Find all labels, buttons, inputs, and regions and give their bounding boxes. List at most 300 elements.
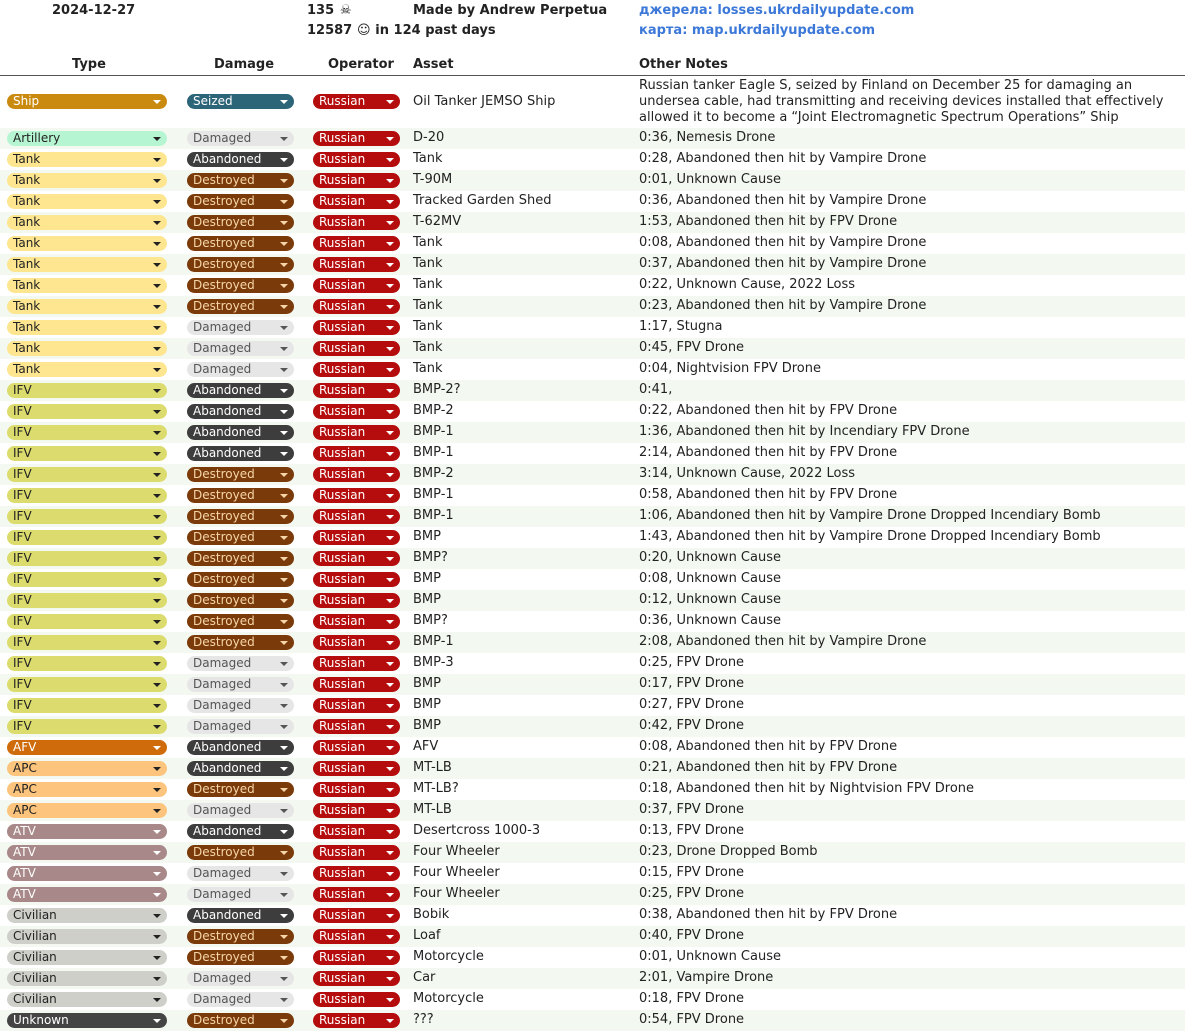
operator-select[interactable] — [313, 866, 400, 881]
type-select[interactable] — [7, 908, 167, 923]
type-select[interactable] — [7, 971, 167, 986]
operator-select[interactable] — [313, 383, 400, 398]
operator-select[interactable] — [313, 236, 400, 251]
chevron-down-icon[interactable] — [386, 137, 394, 141]
operator-select-label: Russian — [319, 446, 366, 460]
chevron-down-icon[interactable] — [280, 431, 288, 435]
skull-icon: ☠ — [339, 3, 352, 18]
chevron-down-icon[interactable] — [386, 347, 394, 351]
operator-select[interactable] — [313, 94, 400, 109]
operator-select-label: Russian — [319, 698, 366, 712]
damage-select-label: Destroyed — [193, 635, 255, 649]
damage-select[interactable] — [187, 782, 294, 797]
table-row — [0, 590, 1185, 611]
chevron-down-icon[interactable] — [280, 242, 288, 246]
operator-select[interactable] — [313, 299, 400, 314]
chevron-down-icon[interactable] — [280, 704, 288, 708]
chevron-down-icon[interactable] — [280, 746, 288, 750]
type-select[interactable] — [7, 257, 167, 272]
type-select[interactable] — [7, 131, 167, 146]
operator-select[interactable] — [313, 215, 400, 230]
chevron-down-icon[interactable] — [153, 326, 161, 330]
chevron-down-icon[interactable] — [153, 515, 161, 519]
operator-select[interactable] — [313, 719, 400, 734]
type-select[interactable] — [7, 509, 167, 524]
chevron-down-icon[interactable] — [153, 788, 161, 792]
chevron-down-icon[interactable] — [386, 200, 394, 204]
chevron-down-icon[interactable] — [386, 494, 394, 498]
notes-cell: 0:45, FPV Drone — [639, 340, 745, 355]
chevron-down-icon[interactable] — [386, 893, 394, 897]
chevron-down-icon[interactable] — [280, 263, 288, 267]
chevron-down-icon[interactable] — [386, 851, 394, 855]
chevron-down-icon[interactable] — [280, 100, 288, 104]
chevron-down-icon[interactable] — [386, 473, 394, 477]
type-select-label: APC — [13, 803, 37, 817]
damage-select-label: Abandoned — [193, 446, 262, 460]
damage-select[interactable] — [187, 908, 294, 923]
chevron-down-icon[interactable] — [280, 935, 288, 939]
chevron-down-icon[interactable] — [280, 788, 288, 792]
chevron-down-icon[interactable] — [386, 977, 394, 981]
damage-select[interactable] — [187, 404, 294, 419]
column-header-operator[interactable]: Operator — [328, 57, 394, 72]
damage-select[interactable] — [187, 950, 294, 965]
notes-cell: 0:15, FPV Drone — [639, 865, 745, 880]
damage-select[interactable] — [187, 257, 294, 272]
chevron-down-icon[interactable] — [280, 536, 288, 540]
operator-select[interactable] — [313, 677, 400, 692]
type-select[interactable] — [7, 635, 167, 650]
operator-select[interactable] — [313, 992, 400, 1007]
operator-select-label: Russian — [319, 824, 366, 838]
chevron-down-icon[interactable] — [386, 998, 394, 1002]
damage-select[interactable] — [187, 677, 294, 692]
chevron-down-icon[interactable] — [280, 620, 288, 624]
chevron-down-icon[interactable] — [153, 557, 161, 561]
operator-select[interactable] — [313, 782, 400, 797]
chevron-down-icon[interactable] — [153, 347, 161, 351]
chevron-down-icon[interactable] — [153, 851, 161, 855]
operator-select[interactable] — [313, 278, 400, 293]
damage-select[interactable] — [187, 656, 294, 671]
operator-select[interactable] — [313, 803, 400, 818]
chevron-down-icon[interactable] — [386, 641, 394, 645]
chevron-down-icon[interactable] — [386, 830, 394, 834]
type-select-label: AFV — [13, 740, 37, 754]
chevron-down-icon[interactable] — [153, 746, 161, 750]
chevron-down-icon[interactable] — [280, 200, 288, 204]
operator-select[interactable] — [313, 404, 400, 419]
operator-select[interactable] — [313, 950, 400, 965]
damage-select[interactable] — [187, 278, 294, 293]
type-select[interactable] — [7, 173, 167, 188]
operator-select[interactable] — [313, 488, 400, 503]
chevron-down-icon[interactable] — [280, 977, 288, 981]
chevron-down-icon[interactable] — [153, 683, 161, 687]
damage-select[interactable] — [187, 509, 294, 524]
damage-select[interactable] — [187, 446, 294, 461]
damage-select[interactable] — [187, 719, 294, 734]
type-select[interactable] — [7, 152, 167, 167]
chevron-down-icon[interactable] — [280, 515, 288, 519]
chevron-down-icon[interactable] — [386, 284, 394, 288]
chevron-down-icon[interactable] — [386, 536, 394, 540]
operator-select[interactable] — [313, 362, 400, 377]
type-select[interactable] — [7, 215, 167, 230]
chevron-down-icon[interactable] — [386, 662, 394, 666]
sources-link[interactable]: джерела: losses.ukrdailyupdate.com — [639, 3, 915, 18]
chevron-down-icon[interactable] — [280, 410, 288, 414]
chevron-down-icon[interactable] — [153, 200, 161, 204]
chevron-down-icon[interactable] — [280, 179, 288, 183]
chevron-down-icon[interactable] — [280, 893, 288, 897]
damage-select[interactable] — [187, 425, 294, 440]
chevron-down-icon[interactable] — [153, 830, 161, 834]
damage-select[interactable] — [187, 194, 294, 209]
type-select[interactable] — [7, 425, 167, 440]
chevron-down-icon[interactable] — [280, 914, 288, 918]
type-select[interactable] — [7, 950, 167, 965]
type-select[interactable] — [7, 845, 167, 860]
chevron-down-icon[interactable] — [280, 641, 288, 645]
type-select[interactable] — [7, 236, 167, 251]
chevron-down-icon[interactable] — [280, 389, 288, 393]
days-text: in 124 past days — [375, 23, 496, 38]
operator-select[interactable] — [313, 509, 400, 524]
damage-select[interactable] — [187, 698, 294, 713]
type-select[interactable] — [7, 1013, 167, 1028]
chevron-down-icon[interactable] — [386, 515, 394, 519]
damage-select-label: Damaged — [193, 362, 252, 376]
type-select[interactable] — [7, 782, 167, 797]
column-header-notes[interactable]: Other Notes — [639, 57, 728, 72]
chevron-down-icon[interactable] — [280, 872, 288, 876]
damage-select[interactable] — [187, 740, 294, 755]
type-select[interactable] — [7, 404, 167, 419]
chevron-down-icon[interactable] — [153, 914, 161, 918]
chevron-down-icon[interactable] — [153, 620, 161, 624]
operator-select[interactable] — [313, 572, 400, 587]
chevron-down-icon[interactable] — [386, 725, 394, 729]
operator-select[interactable] — [313, 446, 400, 461]
type-select-label: IFV — [13, 572, 32, 586]
chevron-down-icon[interactable] — [386, 305, 394, 309]
type-select-label: Tank — [13, 152, 41, 166]
chevron-down-icon[interactable] — [386, 389, 394, 393]
type-select[interactable] — [7, 698, 167, 713]
operator-select[interactable] — [313, 194, 400, 209]
chevron-down-icon[interactable] — [153, 389, 161, 393]
chevron-down-icon[interactable] — [386, 578, 394, 582]
chevron-down-icon[interactable] — [280, 767, 288, 771]
chevron-down-icon[interactable] — [280, 284, 288, 288]
type-select[interactable] — [7, 572, 167, 587]
operator-select[interactable] — [313, 593, 400, 608]
chevron-down-icon[interactable] — [153, 284, 161, 288]
chevron-down-icon[interactable] — [280, 851, 288, 855]
column-header-asset[interactable]: Asset — [413, 57, 454, 72]
chevron-down-icon[interactable] — [153, 893, 161, 897]
chevron-down-icon[interactable] — [280, 1019, 288, 1023]
operator-select[interactable] — [313, 1013, 400, 1028]
chevron-down-icon[interactable] — [280, 221, 288, 225]
operator-select[interactable] — [313, 908, 400, 923]
type-select[interactable] — [7, 320, 167, 335]
chevron-down-icon[interactable] — [153, 704, 161, 708]
chevron-down-icon[interactable] — [386, 704, 394, 708]
operator-select[interactable] — [313, 341, 400, 356]
chevron-down-icon[interactable] — [280, 137, 288, 141]
chevron-down-icon[interactable] — [386, 431, 394, 435]
chevron-down-icon[interactable] — [280, 326, 288, 330]
column-header-type[interactable]: Type — [72, 57, 106, 72]
chevron-down-icon[interactable] — [386, 452, 394, 456]
chevron-down-icon[interactable] — [386, 746, 394, 750]
operator-select[interactable] — [313, 551, 400, 566]
chevron-down-icon[interactable] — [153, 221, 161, 225]
chevron-down-icon[interactable] — [386, 956, 394, 960]
operator-select[interactable] — [313, 320, 400, 335]
damage-select-label: Abandoned — [193, 740, 262, 754]
operator-select-label: Russian — [319, 719, 366, 733]
notes-cell: 0:04, Nightvision FPV Drone — [639, 361, 821, 376]
chevron-down-icon[interactable] — [280, 809, 288, 813]
type-select[interactable] — [7, 362, 167, 377]
type-select[interactable] — [7, 677, 167, 692]
chevron-down-icon[interactable] — [153, 137, 161, 141]
chevron-down-icon[interactable] — [386, 410, 394, 414]
asset-cell: BMP — [413, 718, 441, 733]
type-select[interactable] — [7, 530, 167, 545]
operator-select[interactable] — [313, 152, 400, 167]
operator-select[interactable] — [313, 257, 400, 272]
column-headers — [0, 56, 1185, 76]
table-row — [0, 842, 1185, 863]
operator-select[interactable] — [313, 740, 400, 755]
chevron-down-icon[interactable] — [153, 179, 161, 183]
chevron-down-icon[interactable] — [280, 452, 288, 456]
chevron-down-icon[interactable] — [386, 620, 394, 624]
type-select[interactable] — [7, 887, 167, 902]
chevron-down-icon[interactable] — [153, 1019, 161, 1023]
chevron-down-icon[interactable] — [386, 179, 394, 183]
operator-select[interactable] — [313, 761, 400, 776]
damage-select[interactable] — [187, 614, 294, 629]
chevron-down-icon[interactable] — [153, 473, 161, 477]
asset-cell: Desertcross 1000-3 — [413, 823, 541, 838]
chevron-down-icon[interactable] — [153, 956, 161, 960]
chevron-down-icon[interactable] — [280, 830, 288, 834]
damage-select[interactable] — [187, 803, 294, 818]
damage-select[interactable] — [187, 362, 294, 377]
damage-select[interactable] — [187, 929, 294, 944]
type-select[interactable] — [7, 740, 167, 755]
type-select[interactable] — [7, 383, 167, 398]
chevron-down-icon[interactable] — [153, 767, 161, 771]
type-select[interactable] — [7, 824, 167, 839]
type-select[interactable] — [7, 656, 167, 671]
chevron-down-icon[interactable] — [386, 914, 394, 918]
damage-select[interactable] — [187, 131, 294, 146]
operator-select[interactable] — [313, 530, 400, 545]
chevron-down-icon[interactable] — [153, 998, 161, 1002]
damage-select[interactable] — [187, 341, 294, 356]
chevron-down-icon[interactable] — [280, 662, 288, 666]
map-link[interactable]: карта: map.ukrdailyupdate.com — [639, 23, 876, 38]
damage-select[interactable] — [187, 635, 294, 650]
chevron-down-icon[interactable] — [386, 326, 394, 330]
damage-select[interactable] — [187, 94, 294, 109]
chevron-down-icon[interactable] — [280, 578, 288, 582]
chevron-down-icon[interactable] — [386, 557, 394, 561]
chevron-down-icon[interactable] — [280, 683, 288, 687]
damage-select[interactable] — [187, 551, 294, 566]
operator-select[interactable] — [313, 887, 400, 902]
chevron-down-icon[interactable] — [280, 956, 288, 960]
type-select[interactable] — [7, 278, 167, 293]
chevron-down-icon[interactable] — [386, 683, 394, 687]
type-select[interactable] — [7, 614, 167, 629]
type-select[interactable] — [7, 341, 167, 356]
type-select[interactable] — [7, 761, 167, 776]
chevron-down-icon[interactable] — [280, 305, 288, 309]
operator-select[interactable] — [313, 698, 400, 713]
damage-select[interactable] — [187, 488, 294, 503]
chevron-down-icon[interactable] — [153, 368, 161, 372]
operator-select[interactable] — [313, 173, 400, 188]
chevron-down-icon[interactable] — [280, 368, 288, 372]
type-select[interactable] — [7, 719, 167, 734]
chevron-down-icon[interactable] — [386, 788, 394, 792]
chevron-down-icon[interactable] — [386, 809, 394, 813]
chevron-down-icon[interactable] — [153, 305, 161, 309]
chevron-down-icon[interactable] — [280, 158, 288, 162]
operator-select[interactable] — [313, 929, 400, 944]
chevron-down-icon[interactable] — [386, 767, 394, 771]
operator-select[interactable] — [313, 425, 400, 440]
notes-cell: 0:40, FPV Drone — [639, 928, 745, 943]
chevron-down-icon[interactable] — [280, 494, 288, 498]
chevron-down-icon[interactable] — [153, 158, 161, 162]
damage-select[interactable] — [187, 887, 294, 902]
damage-select[interactable] — [187, 824, 294, 839]
damage-select[interactable] — [187, 530, 294, 545]
chevron-down-icon[interactable] — [153, 494, 161, 498]
chevron-down-icon[interactable] — [153, 536, 161, 540]
damage-select[interactable] — [187, 572, 294, 587]
damage-select[interactable] — [187, 761, 294, 776]
chevron-down-icon[interactable] — [153, 599, 161, 603]
type-select[interactable] — [7, 488, 167, 503]
type-select[interactable] — [7, 866, 167, 881]
chevron-down-icon[interactable] — [153, 452, 161, 456]
chevron-down-icon[interactable] — [153, 263, 161, 267]
type-select[interactable] — [7, 929, 167, 944]
chevron-down-icon[interactable] — [386, 872, 394, 876]
type-select[interactable] — [7, 551, 167, 566]
chevron-down-icon[interactable] — [280, 599, 288, 603]
asset-cell: Motorcycle — [413, 949, 484, 964]
damage-select[interactable] — [187, 299, 294, 314]
type-select[interactable] — [7, 94, 167, 109]
damage-select[interactable] — [187, 845, 294, 860]
asset-cell: Tank — [413, 277, 443, 292]
chevron-down-icon[interactable] — [386, 935, 394, 939]
notes-cell: 0:36, Abandoned then hit by Vampire Drone — [639, 193, 927, 208]
type-select[interactable] — [7, 803, 167, 818]
table-row — [0, 464, 1185, 485]
column-header-damage[interactable]: Damage — [214, 57, 275, 72]
type-select[interactable] — [7, 194, 167, 209]
chevron-down-icon[interactable] — [386, 100, 394, 104]
chevron-down-icon[interactable] — [153, 809, 161, 813]
chevron-down-icon[interactable] — [386, 1019, 394, 1023]
operator-select[interactable] — [313, 635, 400, 650]
chevron-down-icon[interactable] — [386, 158, 394, 162]
chevron-down-icon[interactable] — [153, 410, 161, 414]
chevron-down-icon[interactable] — [153, 100, 161, 104]
damage-select[interactable] — [187, 971, 294, 986]
damage-select[interactable] — [187, 152, 294, 167]
chevron-down-icon[interactable] — [153, 662, 161, 666]
damage-select[interactable] — [187, 215, 294, 230]
chevron-down-icon[interactable] — [153, 242, 161, 246]
chevron-down-icon[interactable] — [153, 935, 161, 939]
chevron-down-icon[interactable] — [153, 431, 161, 435]
chevron-down-icon[interactable] — [280, 557, 288, 561]
damage-select[interactable] — [187, 236, 294, 251]
chevron-down-icon[interactable] — [153, 725, 161, 729]
chevron-down-icon[interactable] — [153, 578, 161, 582]
chevron-down-icon[interactable] — [153, 641, 161, 645]
chevron-down-icon[interactable] — [280, 473, 288, 477]
damage-select[interactable] — [187, 383, 294, 398]
chevron-down-icon[interactable] — [153, 872, 161, 876]
damage-select[interactable] — [187, 1013, 294, 1028]
operator-select[interactable] — [313, 614, 400, 629]
type-select[interactable] — [7, 593, 167, 608]
damage-select[interactable] — [187, 866, 294, 881]
type-select[interactable] — [7, 992, 167, 1007]
chevron-down-icon[interactable] — [280, 347, 288, 351]
type-select[interactable] — [7, 299, 167, 314]
operator-select[interactable] — [313, 824, 400, 839]
operator-select[interactable] — [313, 656, 400, 671]
operator-select[interactable] — [313, 467, 400, 482]
operator-select[interactable] — [313, 971, 400, 986]
chevron-down-icon[interactable] — [280, 998, 288, 1002]
chevron-down-icon[interactable] — [386, 599, 394, 603]
damage-select[interactable] — [187, 593, 294, 608]
chevron-down-icon[interactable] — [280, 725, 288, 729]
damage-select[interactable] — [187, 320, 294, 335]
chevron-down-icon[interactable] — [386, 242, 394, 246]
chevron-down-icon[interactable] — [386, 221, 394, 225]
operator-select[interactable] — [313, 845, 400, 860]
damage-select[interactable] — [187, 467, 294, 482]
type-select[interactable] — [7, 446, 167, 461]
chevron-down-icon[interactable] — [153, 977, 161, 981]
type-select[interactable] — [7, 467, 167, 482]
damage-select[interactable] — [187, 992, 294, 1007]
damage-select[interactable] — [187, 173, 294, 188]
operator-select-label: Russian — [319, 992, 366, 1006]
chevron-down-icon[interactable] — [386, 368, 394, 372]
total-count-value: 12587 — [307, 23, 353, 38]
operator-select[interactable] — [313, 131, 400, 146]
chevron-down-icon[interactable] — [386, 263, 394, 267]
